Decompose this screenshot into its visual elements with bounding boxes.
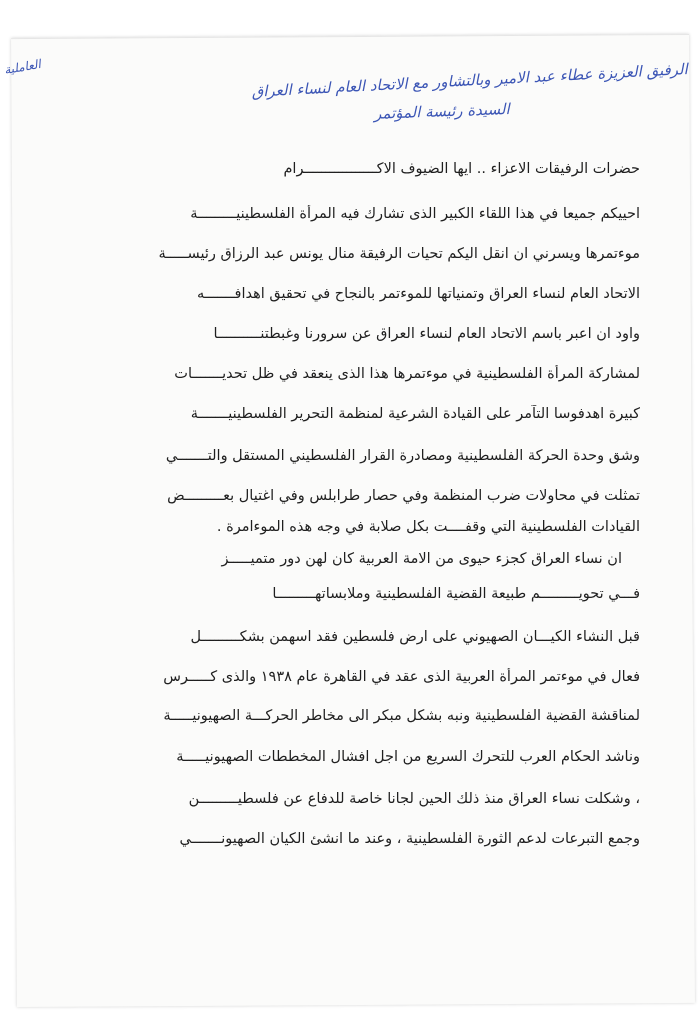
body-line-2: احييكم جميعا في هذا اللقاء الكبير الذى تشارك فيه المرأة الفلسطينيـــــــــة: [190, 206, 640, 222]
body-line-6: لمشاركة المرأة الفلسطينية في موءتمرها هذا الذى ينعقد في ظل تحديـــــــات: [174, 366, 640, 382]
handwritten-corner-note: العاملية: [3, 56, 42, 78]
body-line-15: لمناقشة القضية الفلسطينية ونبه بشكل مبكر الى مخاطر الحركـــة الصهيونيـــــة: [163, 708, 640, 724]
body-line-18: وجمع التبرعات لدعم الثورة الفلسطينية ، وعند ما انشئ الكيان الصهيونـــــــي: [179, 831, 640, 847]
body-line-16: وناشد الحكام العرب للتحرك السريع من اجل افشال المخططات الصهيونيـــــة: [176, 749, 640, 765]
body-line-17: ، وشكلت نساء العراق منذ ذلك الحين لجانا خاصة للدفاع عن فلسطيـــــــــن: [188, 791, 640, 807]
body-line-12: فـــي تحويـــــــــم طبيعة القضية الفلسطينية وملابساتهـــــــــا: [272, 586, 640, 602]
body-line-5: واود ان اعبر باسم الاتحاد العام لنساء العراق عن سرورنا وغبطتنــــــــــا: [213, 326, 640, 342]
body-line-14: فعال في موءتمر المرأة العربية الذى عقد في القاهرة عام ١٩٣٨ والذى كـــــرس: [163, 669, 640, 685]
body-line-10: القيادات الفلسطينية التي وقفــــت بكل صلابة في وجه هذه الموءامرة .: [216, 519, 640, 535]
body-line-13: قبل النشاء الكيـــان الصهيوني على ارض فلسطين فقد اسهمن بشكـــــــــل: [190, 629, 640, 645]
handwritten-note-line-1: الرفيق العزيزة عطاء عبد الامير وبالتشاور مع الاتحاد العام لنساء العراق: [251, 60, 689, 101]
handwritten-note-line-2: السيدة رئيسة المؤتمر: [374, 100, 511, 123]
body-line-9: تمثلت في محاولات ضرب المنظمة وفي حصار طرابلس وفي اغتيال بعـــــــــض: [167, 488, 640, 504]
body-line-1: حضرات الرفيقات الاعزاء .. ايها الضيوف الاكـــــــــــــــــرام: [283, 161, 640, 177]
body-line-11: ان نساء العراق كجزء حيوى من الامة العربية كان لهن دور متميـــــز: [221, 551, 622, 567]
body-line-7: كبيرة اهدفوسا التآمر على القيادة الشرعية لمنظمة التحرير الفلسطينيـــــــة: [190, 406, 640, 422]
body-line-4: الاتحاد العام لنساء العراق وتمنياتها للموءتمر بالنجاح في تحقيق اهدافـــــــه: [197, 286, 640, 302]
body-line-8: وشق وحدة الحركة الفلسطينية ومصادرة القرار الفلسطيني المستقل والتـــــــي: [165, 448, 640, 464]
body-line-3: موءتمرها ويسرني ان انقل اليكم تحيات الرفيقة منال يونس عبد الرزاق رئيســـــة: [158, 246, 640, 262]
